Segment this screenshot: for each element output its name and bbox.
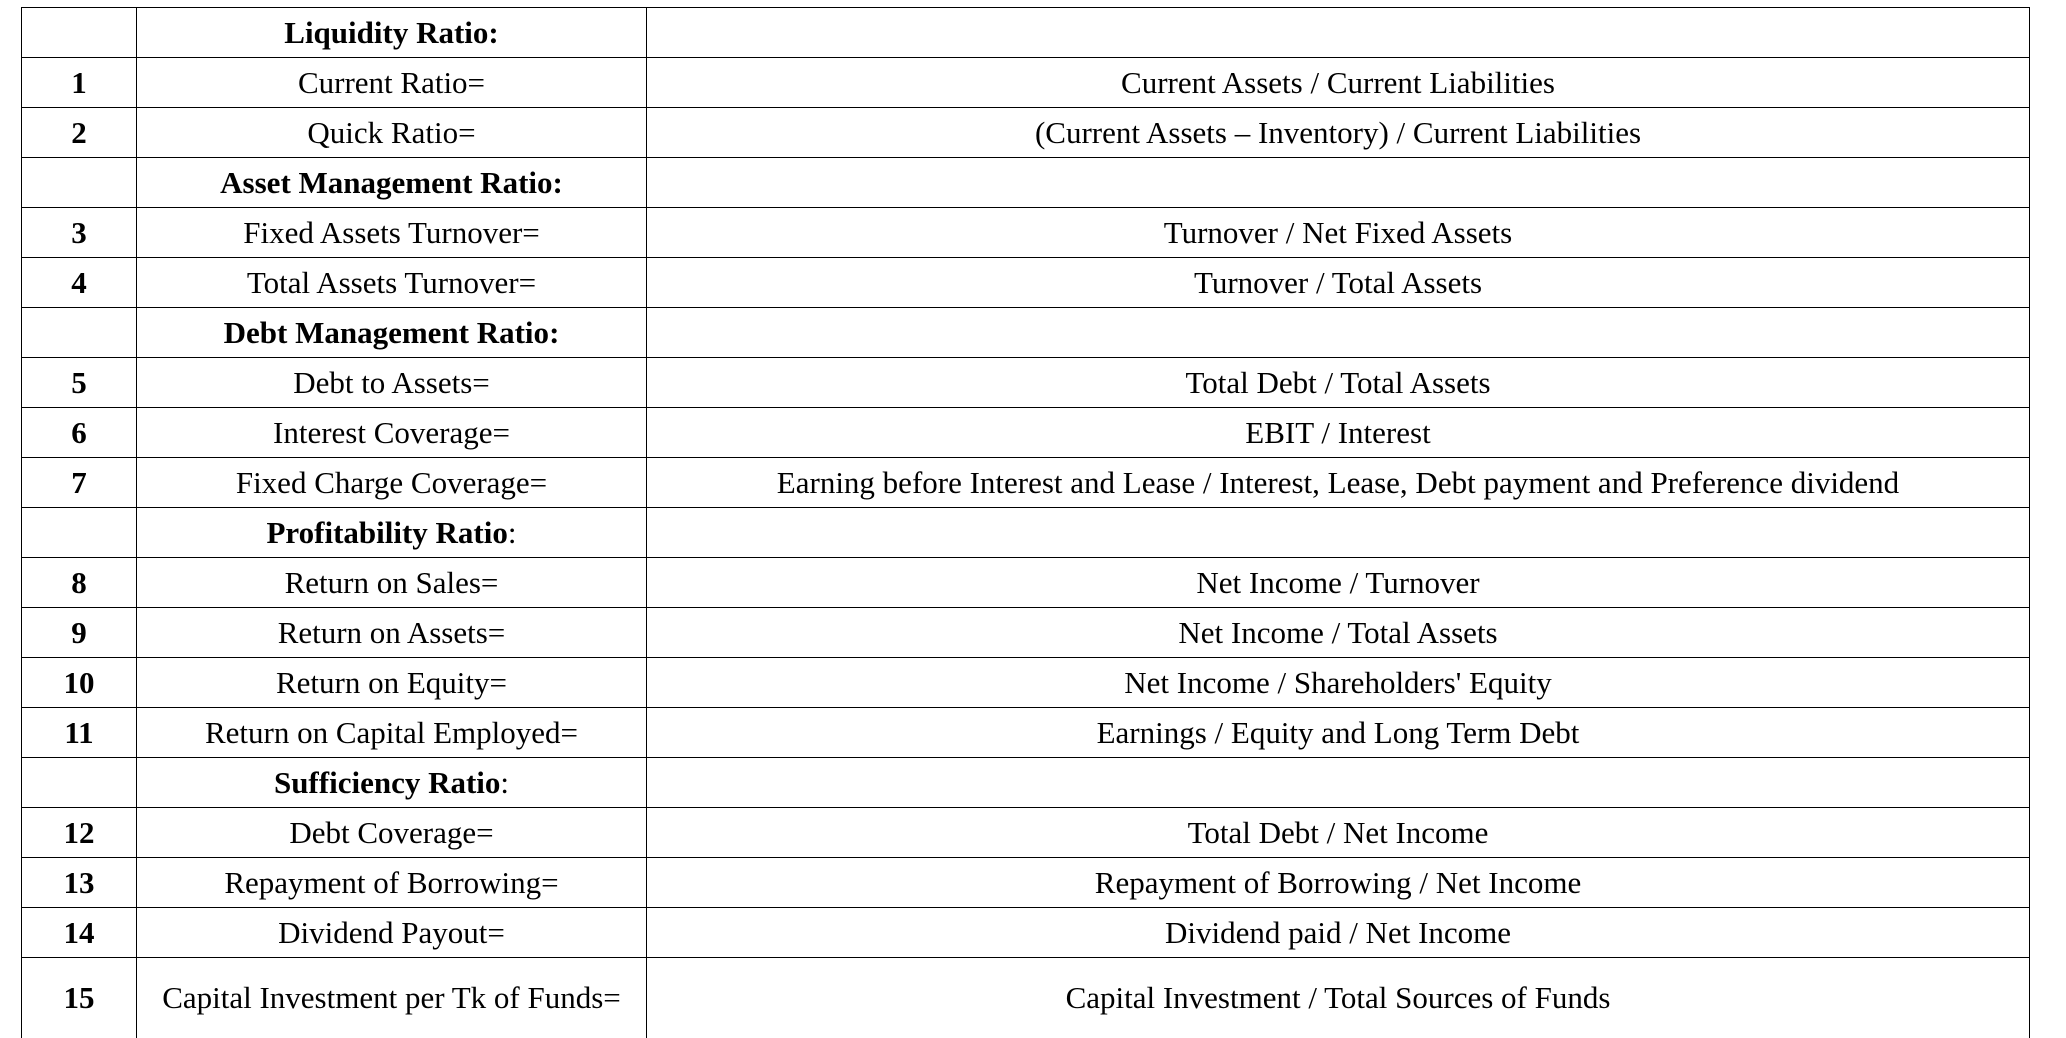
ratio-row bbox=[22, 108, 2030, 158]
ratio-row bbox=[22, 958, 2030, 1038]
ratio-formula-cell: Net Income / Turnover bbox=[647, 558, 2030, 608]
section-header-row bbox=[22, 758, 2030, 808]
row-number-cell: 1 bbox=[22, 58, 137, 108]
row-number-cell: 14 bbox=[22, 908, 137, 958]
ratio-name-cell: Return on Capital Employed= bbox=[137, 708, 647, 758]
row-number-cell: 2 bbox=[22, 108, 137, 158]
row-number-cell bbox=[22, 8, 137, 58]
section-title-cell bbox=[137, 508, 647, 558]
row-number-cell bbox=[22, 308, 137, 358]
ratio-name-cell: Fixed Charge Coverage= bbox=[137, 458, 647, 508]
ratio-name-cell: Dividend Payout= bbox=[137, 908, 647, 958]
row-number-cell: 4 bbox=[22, 258, 137, 308]
row-number-cell: 3 bbox=[22, 208, 137, 258]
row-number-cell: 15 bbox=[22, 958, 137, 1038]
row-number-cell: 9 bbox=[22, 608, 137, 658]
formula-cell bbox=[647, 158, 2030, 208]
ratio-name-cell: Quick Ratio= bbox=[137, 108, 647, 158]
formula-cell bbox=[647, 758, 2030, 808]
row-number-cell: 10 bbox=[22, 658, 137, 708]
ratio-formula-cell: Earning before Interest and Lease / Interest, Lease, Debt payment and Preference dividend bbox=[647, 458, 2030, 508]
row-number-cell bbox=[22, 508, 137, 558]
section-title-colon: : bbox=[500, 765, 509, 800]
ratio-row bbox=[22, 658, 2030, 708]
row-number-cell: 8 bbox=[22, 558, 137, 608]
ratio-name-cell: Return on Equity= bbox=[137, 658, 647, 708]
ratio-name-cell: Current Ratio= bbox=[137, 58, 647, 108]
ratio-formula-cell: Total Debt / Net Income bbox=[647, 808, 2030, 858]
ratio-name-cell: Return on Assets= bbox=[137, 608, 647, 658]
section-title-colon: : bbox=[488, 15, 498, 50]
row-number-cell bbox=[22, 158, 137, 208]
section-title: Asset Management Ratio bbox=[220, 165, 552, 200]
ratio-name-cell: Return on Sales= bbox=[137, 558, 647, 608]
ratio-row bbox=[22, 558, 2030, 608]
ratio-name-cell: Fixed Assets Turnover= bbox=[137, 208, 647, 258]
ratio-name-cell: Debt to Assets= bbox=[137, 358, 647, 408]
section-header-row bbox=[22, 158, 2030, 208]
ratio-row bbox=[22, 258, 2030, 308]
row-number-cell: 5 bbox=[22, 358, 137, 408]
row-number-cell: 6 bbox=[22, 408, 137, 458]
ratio-name-cell: Total Assets Turnover= bbox=[137, 258, 647, 308]
ratio-row bbox=[22, 458, 2030, 508]
ratio-formula-cell: Repayment of Borrowing / Net Income bbox=[647, 858, 2030, 908]
ratio-formula-cell: Net Income / Shareholders' Equity bbox=[647, 658, 2030, 708]
ratio-row bbox=[22, 908, 2030, 958]
formula-cell bbox=[647, 8, 2030, 58]
section-title: Liquidity Ratio bbox=[284, 15, 488, 50]
ratio-row bbox=[22, 808, 2030, 858]
section-header-row bbox=[22, 508, 2030, 558]
ratio-formula-cell: Turnover / Net Fixed Assets bbox=[647, 208, 2030, 258]
financial-ratio-table bbox=[21, 7, 2030, 1038]
ratio-row bbox=[22, 358, 2030, 408]
ratio-row bbox=[22, 858, 2030, 908]
section-title: Profitability Ratio bbox=[267, 515, 508, 550]
ratio-formula-cell: EBIT / Interest bbox=[647, 408, 2030, 458]
row-number-cell bbox=[22, 758, 137, 808]
ratio-row bbox=[22, 408, 2030, 458]
ratio-formula-cell: Earnings / Equity and Long Term Debt bbox=[647, 708, 2030, 758]
ratio-table-body bbox=[22, 8, 2030, 1038]
section-title-cell bbox=[137, 158, 647, 208]
section-title-colon: : bbox=[549, 315, 559, 350]
ratio-row bbox=[22, 608, 2030, 658]
ratio-name-cell: Debt Coverage= bbox=[137, 808, 647, 858]
row-number-cell: 12 bbox=[22, 808, 137, 858]
ratio-row bbox=[22, 208, 2030, 258]
ratio-formula-cell: (Current Assets – Inventory) / Current Liabilities bbox=[647, 108, 2030, 158]
row-number-cell: 7 bbox=[22, 458, 137, 508]
formula-cell bbox=[647, 308, 2030, 358]
section-title: Debt Management Ratio bbox=[224, 315, 549, 350]
ratio-formula-cell: Current Assets / Current Liabilities bbox=[647, 58, 2030, 108]
ratio-name-cell: Interest Coverage= bbox=[137, 408, 647, 458]
ratio-name-cell: Repayment of Borrowing= bbox=[137, 858, 647, 908]
row-number-cell: 13 bbox=[22, 858, 137, 908]
section-header-row bbox=[22, 8, 2030, 58]
ratio-formula-cell: Turnover / Total Assets bbox=[647, 258, 2030, 308]
ratio-name-cell: Capital Investment per Tk of Funds= bbox=[137, 958, 647, 1038]
ratio-row bbox=[22, 58, 2030, 108]
section-title-cell bbox=[137, 308, 647, 358]
formula-cell bbox=[647, 508, 2030, 558]
section-title: Sufficiency Ratio bbox=[274, 765, 500, 800]
ratio-formula-cell: Total Debt / Total Assets bbox=[647, 358, 2030, 408]
section-title-cell bbox=[137, 758, 647, 808]
section-title-colon: : bbox=[508, 515, 517, 550]
section-header-row bbox=[22, 308, 2030, 358]
ratio-formula-cell: Dividend paid / Net Income bbox=[647, 908, 2030, 958]
ratio-formula-cell: Net Income / Total Assets bbox=[647, 608, 2030, 658]
section-title-cell bbox=[137, 8, 647, 58]
ratio-row bbox=[22, 708, 2030, 758]
section-title-colon: : bbox=[553, 165, 563, 200]
row-number-cell: 11 bbox=[22, 708, 137, 758]
ratio-formula-cell: Capital Investment / Total Sources of Funds bbox=[647, 958, 2030, 1038]
